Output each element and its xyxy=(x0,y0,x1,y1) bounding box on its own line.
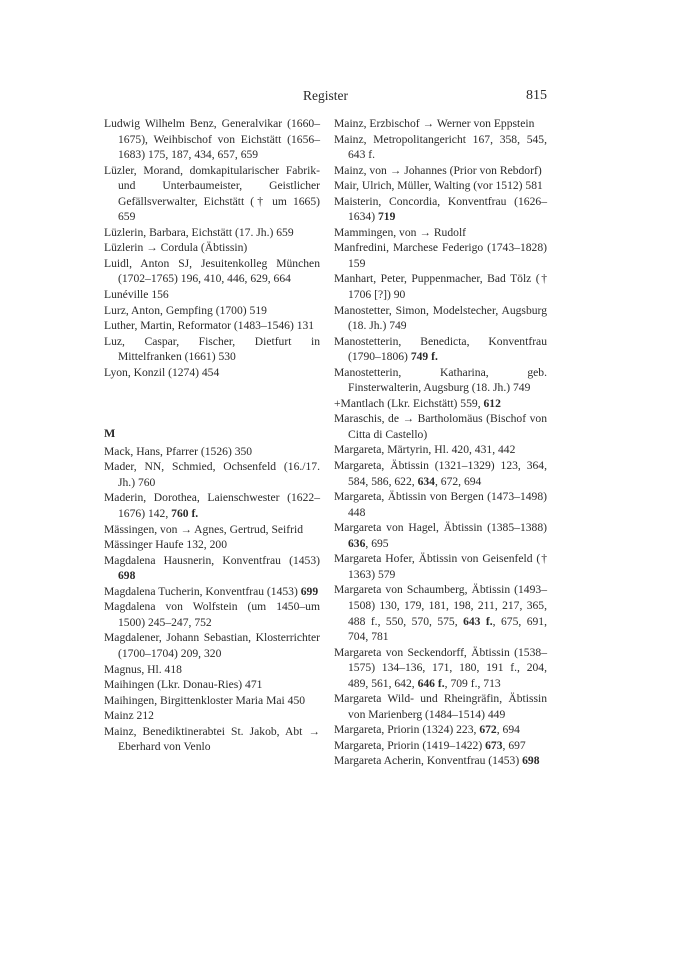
entry-text: Margareta, Äbtissin (1321–1329) 123, 364, 584, 586, 622, xyxy=(334,459,547,488)
index-entry xyxy=(334,442,547,458)
index-entry xyxy=(104,553,320,584)
index-entry xyxy=(334,396,547,412)
entry-text: Margareta von Hagel, Äbtissin (1385–1388) xyxy=(334,521,547,535)
index-entry xyxy=(334,520,547,551)
entry-bold-page: 612 xyxy=(483,396,501,410)
entry-text: +Mantlach (Lkr. Eichstätt) 559, xyxy=(334,396,481,410)
index-entry xyxy=(104,490,320,521)
entry-bold-page: 636 xyxy=(348,536,366,550)
index-entry xyxy=(104,287,320,303)
entry-text: Margareta, Priorin (1324) 223, xyxy=(334,723,477,737)
index-entry xyxy=(104,662,320,678)
index-entry xyxy=(334,240,547,271)
entry-text: Margareta Wild- und Rheingräfin, Äbtissin von Marienberg (1484–1514) 449 xyxy=(334,692,547,721)
entry-text: Maisterin, Concordia, Konventfrau (1626–1634) xyxy=(334,194,547,224)
entry-bold-page: 699 xyxy=(300,584,319,598)
index-column-left xyxy=(104,116,320,755)
entry-text: Margareta Hofer, Äbtissin von Geisenfeld († 1363) 579 xyxy=(334,552,547,581)
entry-text: Manostetterin, Katharina, geb. Finsterwalterin, Augsburg (18. Jh.) 749 xyxy=(334,365,547,395)
page-number: 815 xyxy=(526,88,547,103)
index-entry xyxy=(104,444,320,460)
index-entry xyxy=(334,178,547,194)
entry-text: Mässinger Haufe 132, 200 xyxy=(104,538,227,552)
index-entry xyxy=(334,489,547,520)
entry-text: Lyon, Konzil (1274) 454 xyxy=(104,365,220,379)
index-entry xyxy=(104,693,320,709)
index-entry xyxy=(104,708,320,724)
entry-text: Mainz, Metropolitangericht 167, 358, 545, 643 f. xyxy=(334,132,547,162)
index-entry xyxy=(104,225,320,241)
entry-text: Maderin, Dorothea, Laienschwester (1622–1676) 142, xyxy=(104,491,320,521)
section-gap xyxy=(104,380,320,426)
entry-text: Margareta von Seckendorff, Äbtissin (1538–1575) 134–136, 171, 180, 191 f., 204, 489, 561, 642, xyxy=(334,645,547,690)
index-entry xyxy=(334,691,547,722)
entry-bold-page: 749 f. xyxy=(410,350,438,364)
index-entry xyxy=(334,411,547,442)
entry-tail: , 697 xyxy=(502,738,526,752)
entry-bold-page: 698 xyxy=(522,754,540,768)
page-header xyxy=(104,88,547,108)
entry-text: Magdalena Hausnerin, Konventfrau (1453) xyxy=(104,553,320,567)
entry-text: Magdalena von Wolfstein (um 1450–um 1500) 245–247, 752 xyxy=(104,600,320,629)
entry-tail: , 695 xyxy=(365,536,389,550)
entry-text: Luidl, Anton SJ, Jesuitenkolleg München (1702–1765) 196, 410, 446, 629, 664 xyxy=(104,256,320,286)
entry-text: Manostetterin, Benedicta, Konventfrau (1790–1806) xyxy=(334,334,547,364)
index-entry xyxy=(104,303,320,319)
entry-tail: , 675, 691, 704, 781 xyxy=(348,614,547,644)
entry-text: Mack, Hans, Pfarrer (1526) 350 xyxy=(104,444,253,458)
index-entry xyxy=(334,722,547,738)
index-entry xyxy=(104,256,320,287)
index-entry xyxy=(334,582,547,644)
entry-text: Mainz, Erzbischof → Werner von Eppstein xyxy=(334,117,535,130)
entry-text: Manostetter, Simon, Modelstecher, Augsburg (18. Jh.) 749 xyxy=(334,303,547,333)
entry-text: Lüzlerin, Barbara, Eichstätt (17. Jh.) 659 xyxy=(104,225,294,239)
index-entry xyxy=(104,240,320,256)
entry-text: Manhart, Peter, Puppenmacher, Bad Tölz († 1706 [?]) 90 xyxy=(334,272,547,302)
entry-text: Mader, NN, Schmied, Ochsenfeld (16./17. Jh.) 760 xyxy=(104,460,320,489)
entry-tail: , 709 f., 713 xyxy=(444,676,501,690)
entry-bold-page: 672 xyxy=(479,723,497,737)
index-entry xyxy=(104,116,320,163)
index-entry xyxy=(334,738,547,754)
entry-text: Lüzlerin → Cordula (Äbtissin) xyxy=(104,241,248,255)
index-entry xyxy=(104,724,320,755)
entry-text: Magdalener, Johann Sebastian, Klosterrichter (1700–1704) 209, 320 xyxy=(104,631,320,660)
index-entry xyxy=(334,365,547,396)
entry-tail: , 694 xyxy=(496,723,520,737)
index-entry xyxy=(104,599,320,630)
index-entry xyxy=(334,551,547,582)
entry-text: Lurz, Anton, Gempfing (1700) 519 xyxy=(104,303,267,317)
index-entry xyxy=(334,163,547,179)
entry-text: Maihingen, Birgittenkloster Maria Mai 450 xyxy=(104,693,306,707)
entry-text: Mässingen, von → Agnes, Gertrud, Seifrid xyxy=(104,522,304,536)
entry-text: Manfredini, Marchese Federigo (1743–1828) 159 xyxy=(334,241,547,270)
index-entry xyxy=(104,365,320,381)
entry-text: Lüzler, Morand, domkapitularischer Fabrik- und Unterbaumeister, Geistlicher Gefällsverwalter, Eichstätt († um 1665) 659 xyxy=(104,163,320,224)
running-title: Register xyxy=(303,88,348,103)
index-entry xyxy=(334,303,547,334)
index-entry xyxy=(104,318,320,334)
entry-text: Luz, Caspar, Fischer, Dietfurt in Mittelfranken (1661) 530 xyxy=(104,334,320,364)
entry-text: Magdalena Tucherin, Konventfrau (1453) xyxy=(104,584,298,598)
entry-bold-page: 698 xyxy=(118,569,136,583)
entry-text: Luther, Martin, Reformator (1483–1546) 131 xyxy=(104,319,315,333)
entry-text: Mainz, von → Johannes (Prior von Rebdorf) xyxy=(334,163,542,177)
index-entry xyxy=(104,677,320,693)
index-entry xyxy=(334,116,547,132)
entry-bold-page: 760 f. xyxy=(171,507,199,521)
index-entry xyxy=(104,584,320,600)
entry-bold-page: 719 xyxy=(377,210,396,224)
entry-bold-page: 643 f. xyxy=(463,614,493,628)
entry-text: Lunéville 156 xyxy=(104,288,169,302)
index-entry xyxy=(104,522,320,538)
entry-text: Maihingen (Lkr. Donau-Ries) 471 xyxy=(104,678,263,692)
entry-text: Margareta, Märtyrin, Hl. 420, 431, 442 xyxy=(334,443,516,457)
entry-text: Mammingen, von → Rudolf xyxy=(334,225,467,239)
entry-text: Magnus, Hl. 418 xyxy=(104,662,182,676)
entry-text: Margareta von Schaumberg, Äbtissin (1493–1508) 130, 179, 181, 198, 211, 217, 365, 488 f., 550, 570, 575, xyxy=(334,583,547,628)
index-column-right xyxy=(334,116,547,769)
section-letter: M xyxy=(104,426,116,441)
entry-text: Mainz 212 xyxy=(104,709,154,723)
entry-text: Maraschis, de → Bartholomäus (Bischof von Citta di Castello) xyxy=(334,412,547,441)
index-entry xyxy=(334,132,547,163)
index-entry xyxy=(334,645,547,692)
index-entry xyxy=(334,271,547,302)
index-entry xyxy=(104,537,320,553)
index-entry xyxy=(334,753,547,769)
entry-text: Mair, Ulrich, Müller, Walting (vor 1512) 581 xyxy=(334,179,543,193)
entry-text: Margareta Acherin, Konventfrau (1453) xyxy=(334,754,520,768)
entry-bold-page: 634 xyxy=(417,474,435,488)
entry-text: Ludwig Wilhelm Benz, Generalvikar (1660–1675), Weihbischof von Eichstätt (1656–1683) 175, 187, 434, 657, 659 xyxy=(104,117,320,162)
index-entry xyxy=(334,194,547,225)
index-entry xyxy=(334,225,547,241)
index-entry xyxy=(104,163,320,225)
index-entry xyxy=(104,630,320,661)
index-entry xyxy=(334,458,547,489)
entry-text: Margareta, Äbtissin von Bergen (1473–1498) 448 xyxy=(334,490,547,519)
index-entry xyxy=(104,459,320,490)
index-entry xyxy=(334,334,547,365)
entry-bold-page: 646 f. xyxy=(417,676,445,690)
entry-text: Mainz, Benediktinerabtei St. Jakob, Abt → Eberhard von Venlo xyxy=(104,724,320,754)
entry-bold-page: 673 xyxy=(485,738,503,752)
index-entry xyxy=(104,334,320,365)
entry-text: Margareta, Priorin (1419–1422) xyxy=(334,738,483,752)
entry-tail: , 672, 694 xyxy=(434,474,482,488)
